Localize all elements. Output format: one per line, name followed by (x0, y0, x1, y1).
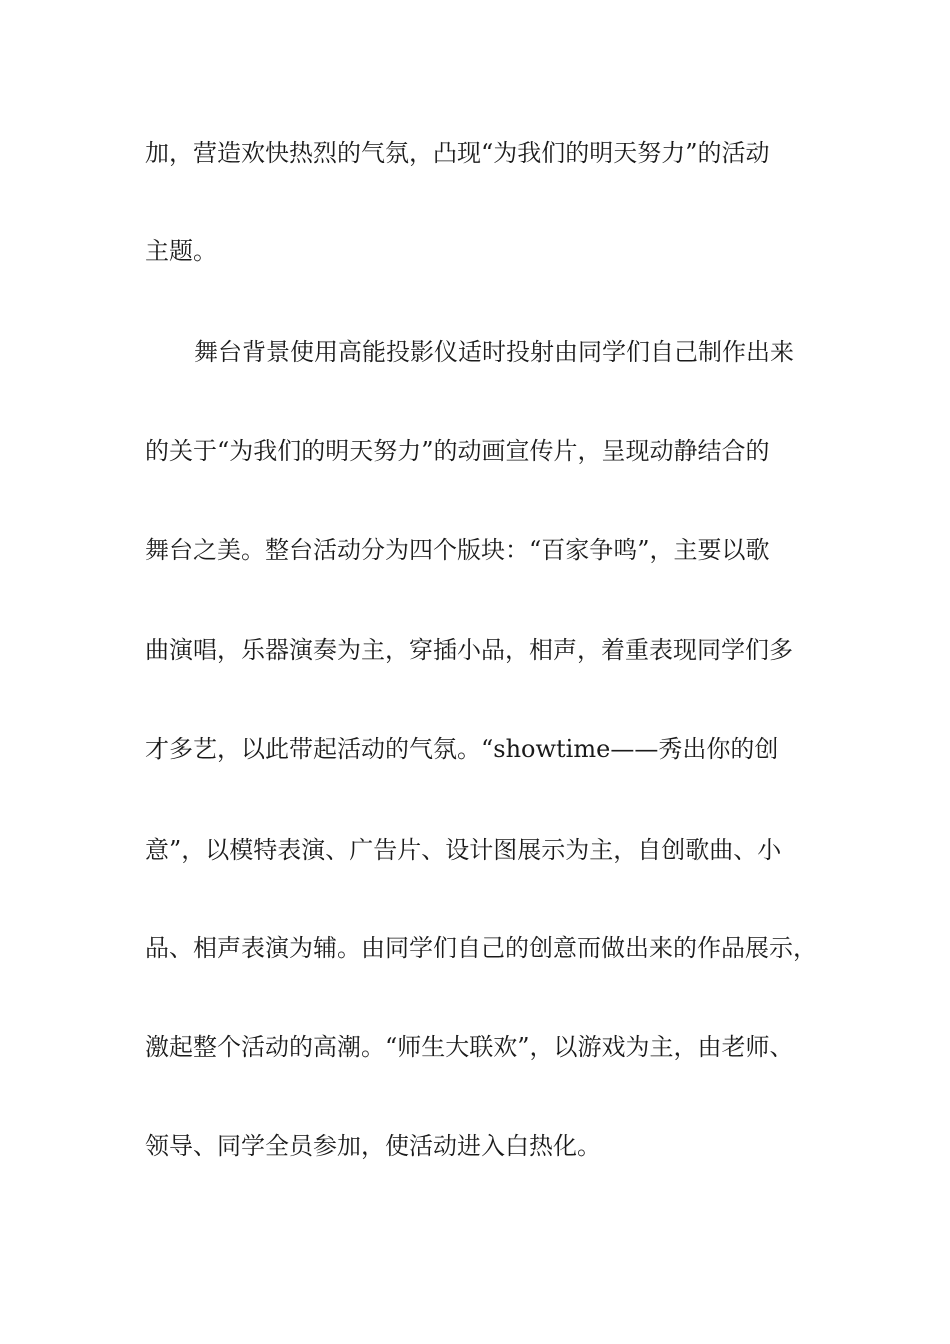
paragraph-line: 意”，以模特表演、广告片、设计图展示为主，自创歌曲、小 (145, 836, 782, 864)
paragraph-line: 舞台之美。整台活动分为四个版块：“百家争鸣”，主要以歌 (145, 536, 770, 564)
paragraph-line: 曲演唱，乐器演奏为主，穿插小品，相声，着重表现同学们多 (145, 636, 793, 664)
paragraph-line: 加，营造欢快热烈的气氛，凸现“为我们的明天努力”的活动 (145, 139, 770, 167)
paragraph-line: 激起整个活动的高潮。“师生大联欢”，以游戏为主，由老师、 (145, 1033, 794, 1061)
paragraph-line: 品、相声表演为辅。由同学们自己的创意而做出来的作品展示， (145, 934, 817, 962)
paragraph-line: 才多艺，以此带起活动的气氛。“showtime——秀出你的创 (145, 735, 779, 763)
paragraph-line: 的关于“为我们的明天努力”的动画宣传片，呈现动静结合的 (145, 437, 770, 465)
paragraph-line: 主题。 (145, 237, 217, 265)
paragraph-line: 领导、同学全员参加，使活动进入白热化。 (145, 1132, 601, 1160)
paragraph-first-line: 舞台背景使用高能投影仪适时投射由同学们自己制作出来 (194, 338, 794, 366)
